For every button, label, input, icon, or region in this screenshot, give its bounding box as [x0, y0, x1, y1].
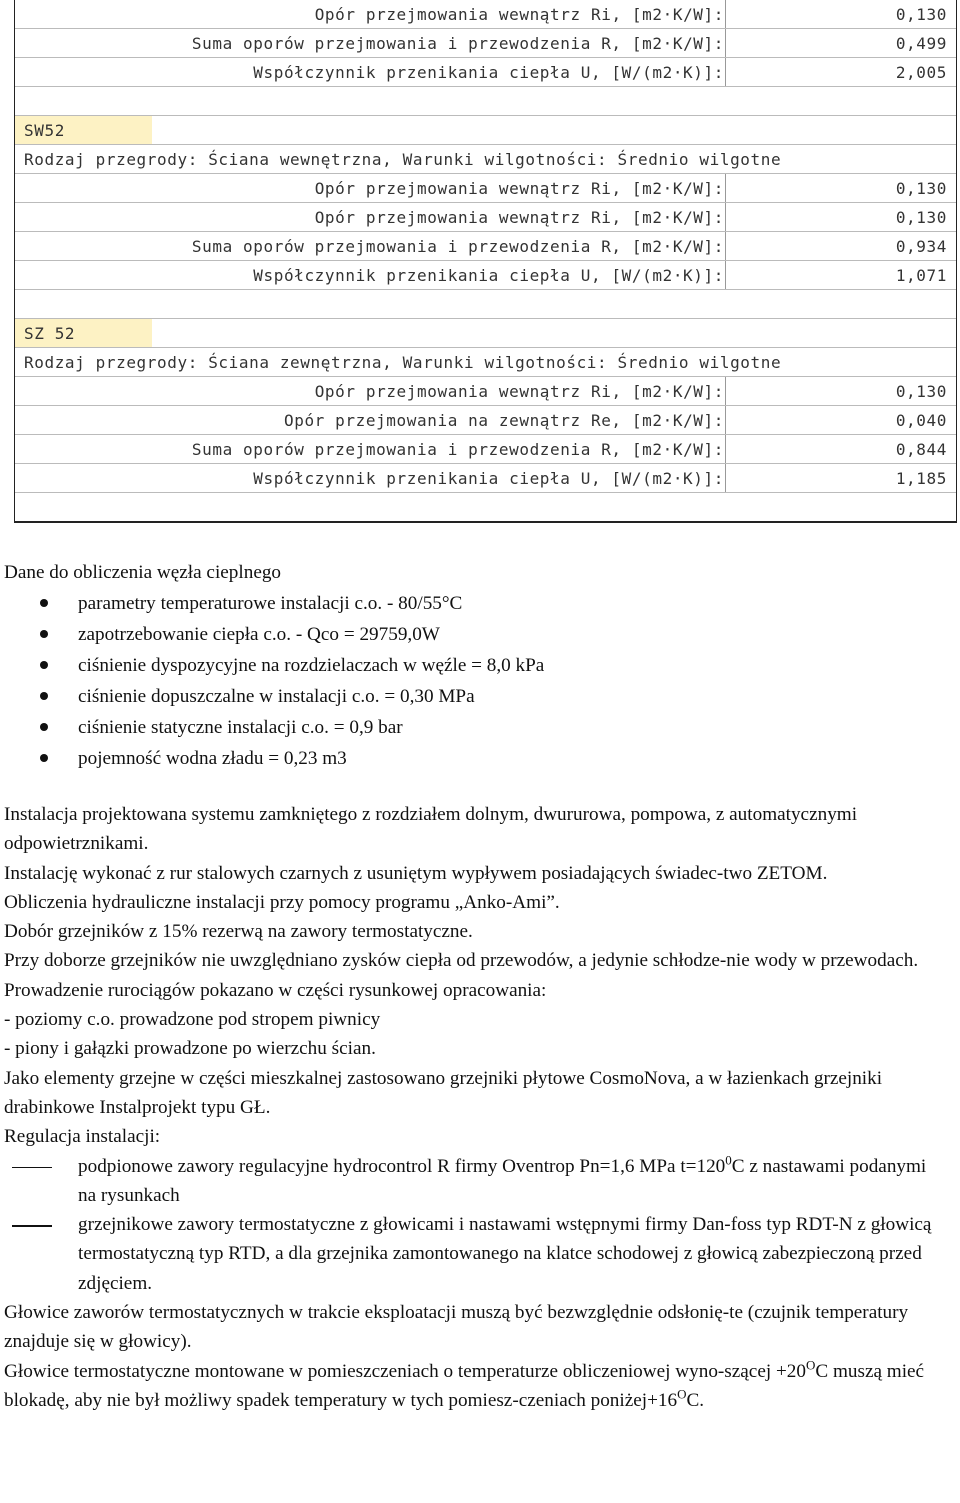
dash-icon — [12, 1225, 52, 1227]
row-value: 0,040 — [895, 411, 947, 430]
paragraph: - piony i gałązki prowadzone po wierzchu ścian. — [4, 1038, 376, 1060]
section-header-sw52 — [15, 116, 956, 145]
table-row — [15, 464, 956, 493]
row-label: Współczynnik przenikania ciepła U, [W/(m2·K)]: — [253, 266, 724, 285]
bullet-icon — [40, 630, 48, 638]
row-value: 0,130 — [895, 208, 947, 227]
table-spacer-row — [15, 290, 956, 319]
list-item: ciśnienie dyspozycyjne na rozdzielaczach w węźle = 8,0 kPa — [0, 650, 940, 681]
dash-list-item: podpionowe zawory regulacyjne hydrocontrol R firmy Oventrop Pn=1,6 MPa $t=120^0C$ z nastawami podanymi na rysunkach — [4, 1152, 944, 1211]
row-value: 0,130 — [895, 382, 947, 401]
row-label: Opór przejmowania wewnątrz Ri, [m2·K/W]: — [314, 179, 724, 198]
dash-icon — [12, 1167, 52, 1169]
row-value: 0,130 — [895, 179, 947, 198]
dash-list-item: grzejnikowe zawory termostatyczne z głowicami i nastawami wstępnymi firmy Dan-foss typ RDT-N z głowicą termostatyczną typ RTD, a dla grzejnika zamontowanego na klatce schodowej z głowicą zabezpieczoną przed zdjęciem. — [4, 1210, 944, 1298]
table-row — [15, 435, 956, 464]
paragraph: Instalacja projektowana systemu zamkniętego z rozdziałem dolnym, dwururowa, pompowa, z automatycznymi odpowietrznikami. — [4, 804, 858, 855]
bullet-icon — [40, 754, 48, 762]
row-value: 1,185 — [895, 469, 947, 488]
partition-type: Rodzaj przegrody: Ściana wewnętrzna, Warunki wilgotności: Średnio wilgotne — [24, 150, 782, 169]
paragraph: Głowice zaworów termostatycznych w trakcie eksploatacji muszą być bezwzględnie odsłonię-te (czujnik temperatury znajduje się w głowicy). — [4, 1302, 909, 1353]
paragraph: Jako elementy grzejne w części mieszkalnej zastosowano grzejniki płytowe CosmoNova, a w łazienkach grzejniki drabinkowe Instalprojekt typu GŁ. — [4, 1067, 883, 1118]
paragraph: Regulacja instalacji: — [4, 1126, 161, 1148]
row-label: Suma oporów przejmowania i przewodzenia R, [m2·K/W]: — [191, 440, 724, 459]
row-label: Współczynnik przenikania ciepła U, [W/(m2·K)]: — [253, 469, 724, 488]
table-spacer-row — [15, 87, 956, 116]
table-row — [15, 203, 956, 232]
table-row — [15, 406, 956, 435]
row-value: 0,499 — [895, 34, 947, 53]
row-value: 1,071 — [895, 266, 947, 285]
row-value: 0,844 — [895, 440, 947, 459]
list-item: zapotrzebowanie ciepła c.o. - Qco = 29759,0W — [0, 619, 940, 650]
table-row — [15, 0, 956, 29]
row-value: 0,934 — [895, 237, 947, 256]
node-data-heading: Dane do obliczenia węzła cieplnego — [4, 562, 282, 583]
paragraph: Dobór grzejników z 15% rezerwą na zawory termostatyczne. — [4, 921, 473, 943]
section-code: SZ 52 — [24, 324, 76, 343]
row-label: Współczynnik przenikania ciepła U, [W/(m2·K)]: — [253, 63, 724, 82]
list-item: ciśnienie statyczne instalacji c.o. = 0,9 bar — [0, 712, 940, 743]
section-type-row — [15, 348, 956, 377]
paragraph: Głowice termostatyczne montowane w pomieszczeniach o temperaturze obliczeniowej wyno-szącej $+20^OC$ muszą mieć blokadę, aby nie był możliwy spadek temperatury w tych pomiesz-czeniach $poniżej+16^OC$. — [4, 1357, 925, 1411]
bullet-icon — [40, 599, 48, 607]
partition-type: Rodzaj przegrody: Ściana zewnętrzna, Warunki wilgotności: Średnio wilgotne — [24, 353, 782, 372]
row-label: Opór przejmowania na zewnątrz Re, [m2·K/W]: — [283, 411, 724, 430]
row-label: Opór przejmowania wewnątrz Ri, [m2·K/W]: — [314, 5, 724, 24]
table-row — [15, 261, 956, 290]
row-value: 2,005 — [895, 63, 947, 82]
paragraph: - poziomy c.o. prowadzone pod stropem piwnicy — [4, 1009, 381, 1031]
paragraph: Obliczenia hydrauliczne instalacji przy pomocy programu „Anko-Ami”. — [4, 891, 560, 913]
table-row — [15, 174, 956, 203]
node-parameters-list — [0, 588, 940, 774]
table-row — [15, 232, 956, 261]
paragraph: Przy doborze grzejników nie uwzględniano zysków ciepła od przewodów, a jedynie schłodze-nie wody w przewodach. — [4, 950, 919, 972]
row-value: 0,130 — [895, 5, 947, 24]
bullet-icon — [40, 723, 48, 731]
list-item: ciśnienie dopuszczalne w instalacji c.o. = 0,30 MPa — [0, 681, 940, 712]
row-label: Suma oporów przejmowania i przewodzenia R, [m2·K/W]: — [191, 34, 724, 53]
list-item: pojemność wodna zładu = 0,23 m3 — [0, 743, 940, 774]
section-code: SW52 — [24, 121, 65, 140]
section-type-row — [15, 145, 956, 174]
table-row — [15, 58, 956, 87]
bullet-icon — [40, 661, 48, 669]
list-item: parametry temperaturowe instalacji c.o. - 80/55°C — [0, 588, 940, 619]
table-row — [15, 377, 956, 406]
row-label: Opór przejmowania wewnątrz Ri, [m2·K/W]: — [314, 382, 724, 401]
section-header-sz52 — [15, 319, 956, 348]
paragraph: Prowadzenie rurociągów pokazano w części rysunkowej opracowania: — [4, 979, 547, 1001]
installation-description — [4, 800, 944, 1415]
bullet-icon — [40, 692, 48, 700]
row-label: Suma oporów przejmowania i przewodzenia R, [m2·K/W]: — [191, 237, 724, 256]
row-label: Opór przejmowania wewnątrz Ri, [m2·K/W]: — [314, 208, 724, 227]
paragraph: Instalację wykonać z rur stalowych czarnych z usuniętym wypływem posiadających świadec-two ZETOM. — [4, 862, 828, 884]
table-spacer-row — [15, 493, 956, 522]
thermal-parameters-table — [14, 0, 957, 523]
table-row — [15, 29, 956, 58]
